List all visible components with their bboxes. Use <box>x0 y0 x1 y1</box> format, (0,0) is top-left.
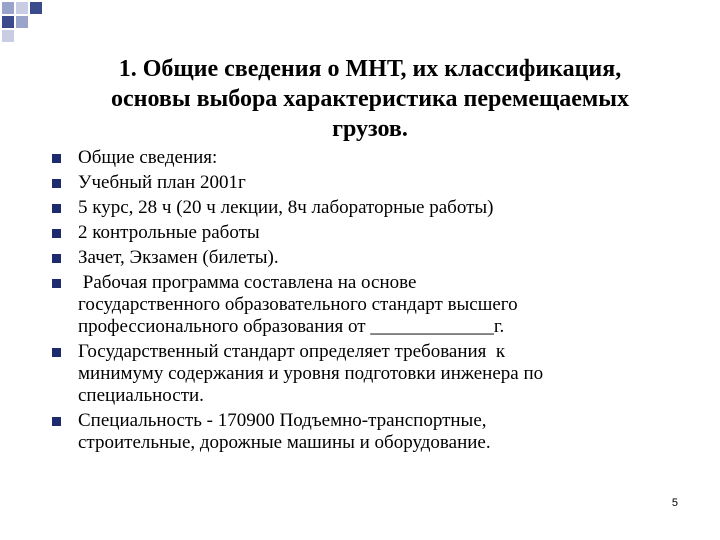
square-bullet-icon <box>52 254 61 263</box>
bullet-item <box>48 147 688 169</box>
bullet-item <box>48 272 688 338</box>
bullet-item <box>48 172 688 194</box>
bullet-item <box>48 247 688 269</box>
square-bullet-icon <box>52 204 61 213</box>
bullet-text: Специальность - 170900 Подъемно-транспортные, <box>78 410 487 431</box>
bullet-text: Общие сведения: <box>78 147 218 168</box>
bullet-item <box>48 410 688 454</box>
square-bullet-icon <box>52 348 61 357</box>
title-line: грузов. <box>332 116 408 142</box>
bullet-list <box>48 147 688 457</box>
square-bullet-icon <box>52 154 61 163</box>
bullet-text: Рабочая программа составлена на основе <box>78 272 417 293</box>
deco-square-5 <box>16 16 28 28</box>
bullet-text: 2 контрольные работы <box>78 222 260 243</box>
deco-square-6 <box>2 30 14 42</box>
title-line: основы выбора характеристика перемещаемых <box>110 86 629 112</box>
bullet-item <box>48 197 688 219</box>
deco-square-3 <box>30 2 42 14</box>
bullet-text: профессионального образования от _____________г. <box>78 316 505 337</box>
square-bullet-icon <box>52 417 61 426</box>
bullet-text: строительные, дорожные машины и оборудование. <box>78 432 491 453</box>
bullet-text: Зачет, Экзамен (билеты). <box>78 247 279 268</box>
bullet-text: минимуму содержания и уровня подготовки инженера по <box>78 363 544 384</box>
deco-square-1 <box>2 2 14 14</box>
deco-square-2 <box>16 2 28 14</box>
corner-squares-decoration <box>0 0 60 45</box>
square-bullet-icon <box>52 229 61 238</box>
page-number: 5 <box>671 497 678 509</box>
bullet-text: Учебный план 2001г <box>78 172 246 193</box>
bullet-text: 5 курс, 28 ч (20 ч лекции, 8ч лабораторные работы) <box>78 197 494 218</box>
bullet-item <box>48 222 688 244</box>
deco-square-4 <box>2 16 14 28</box>
bullet-text: Государственный стандарт определяет требования к <box>78 341 506 362</box>
slide-title <box>50 54 690 144</box>
bullet-text: специальности. <box>78 385 204 406</box>
bullet-item <box>48 341 688 407</box>
square-bullet-icon <box>52 179 61 188</box>
bullet-text: государственного образовательного стандарт высшего <box>78 294 518 315</box>
title-line: 1. Общие сведения о МНТ, их классификация, <box>118 56 622 82</box>
square-bullet-icon <box>52 279 61 288</box>
